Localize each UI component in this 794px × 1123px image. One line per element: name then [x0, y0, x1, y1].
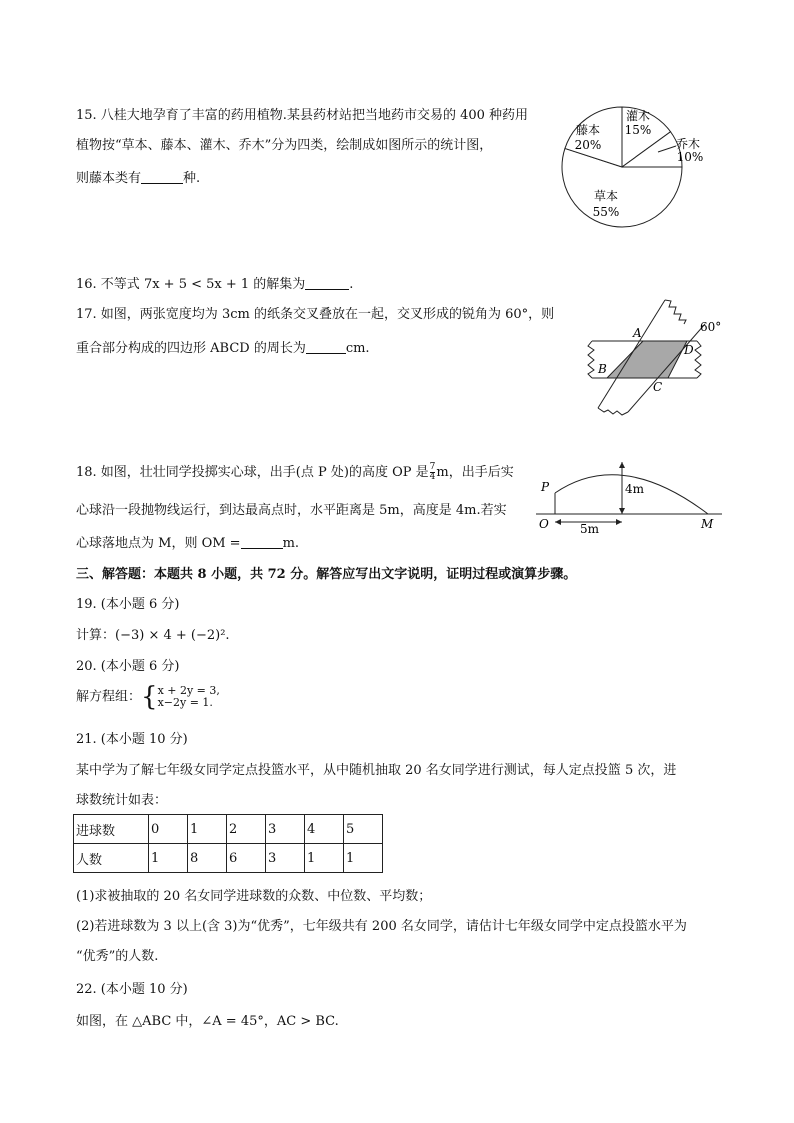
table-cell: 1 — [149, 844, 188, 873]
pie-label-value: 55% — [592, 205, 620, 219]
overlap-rhombus — [607, 341, 687, 378]
q21-title: 21. (本小题 10 分) — [76, 732, 188, 747]
score-table — [73, 814, 383, 873]
q15-line1: 15. 八桂大地孕育了丰富的药用植物.某县药材站把当地药市交易的 400 种药用 — [76, 108, 529, 123]
q16-answer-blank — [305, 275, 349, 290]
q20-prefix: 解方程组： — [76, 689, 142, 705]
q18-dist-label: 5m — [580, 522, 600, 536]
q20-eq2: x−2y = 1. — [157, 696, 213, 709]
table-cell: 0 — [149, 815, 188, 844]
q22-title: 22. (本小题 10 分) — [76, 982, 188, 997]
q19-body: 计算：(−3) × 4 + (−2)². — [76, 628, 230, 643]
q17-label-b: B — [598, 362, 607, 376]
pie-label-value: 20% — [574, 138, 602, 152]
q18-label-m: M — [701, 517, 714, 531]
table-cell: 1 — [344, 844, 383, 873]
q18-line3-post: m. — [282, 536, 300, 551]
q18-label-p: P — [541, 480, 550, 494]
q15-line3-post: 种. — [183, 171, 201, 186]
table-cell: 2 — [227, 815, 266, 844]
q18-line2: 心球沿一段抛物线运行，到达最高点时，水平距离是 5m，高度是 4m.若实 — [76, 503, 507, 518]
q21-sub2a: (2)若进球数为 3 以上(含 3)为“优秀”，七年级共有 200 名女同学，请估计七年级女同学中定点投篮水平为 — [76, 919, 687, 934]
table-cell: 4 — [305, 815, 344, 844]
table-row — [74, 815, 383, 844]
q17-figure — [580, 298, 730, 416]
q18-height-label: 4m — [625, 482, 645, 496]
q15-line2: 植物按“草本、藤本、灌木、乔木”分为四类，绘制成如图所示的统计图， — [76, 138, 493, 153]
q17-line2-pre: 重合部分构成的四边形 ABCD 的周长为 — [76, 341, 306, 356]
table-cell: 8 — [188, 844, 227, 873]
table-row — [74, 844, 383, 873]
q17-label-c: C — [653, 380, 663, 394]
q21-sub2b: “优秀”的人数. — [76, 949, 159, 964]
q16-post: . — [349, 277, 354, 292]
q15-line3-pre: 则藤本类有 — [76, 171, 142, 186]
q17-answer-blank — [306, 339, 346, 354]
q20-equations — [158, 685, 220, 709]
q21-line1: 某中学为了解七年级女同学定点投篮水平，从中随机抽取 20 名女同学进行测试，每人定点投篮 5 次，进 — [76, 763, 677, 778]
q18-label-o: O — [539, 517, 549, 531]
q18-line1-post: m，出手后实 — [436, 465, 514, 480]
q17-label-d: D — [684, 343, 694, 357]
q17-angle-label: 60° — [700, 320, 722, 334]
q21-line2: 球数统计如表： — [76, 793, 168, 808]
q16-line — [76, 273, 353, 292]
q18-line1-pre: 18. 如图，壮壮同学投掷实心球，出手(点 P 处)的高度 OP 是 — [76, 465, 429, 480]
q19-title: 19. (本小题 6 分) — [76, 597, 180, 612]
table-cell: 6 — [227, 844, 266, 873]
q18-line1 — [76, 461, 514, 482]
q17-line2-post: cm. — [345, 341, 370, 356]
table-cell: 人数 — [74, 844, 149, 873]
q17-line2 — [76, 337, 370, 356]
q16-pre: 16. 不等式 7x + 5 < 5x + 1 的解集为 — [76, 277, 306, 292]
table-cell: 1 — [305, 844, 344, 873]
section3-heading: 三、解答题：本题共 8 小题，共 72 分。解答应写出文字说明，证明过程或演算步骤。 — [76, 567, 577, 582]
pie-chart — [558, 104, 728, 234]
q17-line1: 17. 如图，两张宽度均为 3cm 的纸条交叉叠放在一起，交叉形成的锐角为 60°，则 — [76, 307, 555, 322]
q18-frac-num: 7 — [429, 462, 436, 472]
q21-sub1: (1)求被抽取的 20 名女同学进球数的众数、中位数、平均数； — [76, 889, 432, 904]
q20-system — [76, 684, 220, 710]
q18-figure — [536, 456, 726, 538]
pie-label-name: 乔木 — [675, 137, 701, 151]
q18-line3-pre: 心球落地点为 M，则 OM = — [76, 536, 241, 551]
table-cell: 进球数 — [74, 815, 149, 844]
q17-label-a: A — [633, 326, 642, 340]
q20-title: 20. (本小题 6 分) — [76, 659, 180, 674]
table-cell: 3 — [266, 815, 305, 844]
pie-label-value: 10% — [676, 150, 704, 164]
q15-line3 — [76, 167, 200, 186]
q18-answer-blank — [241, 534, 283, 549]
pie-label-name: 藤本 — [575, 123, 601, 137]
q20-eq1: x + 2y = 3, — [157, 684, 220, 697]
q20-brace: { — [141, 682, 158, 712]
pie-label-name: 灌木 — [625, 109, 651, 123]
q15-answer-blank — [141, 169, 183, 184]
table-cell: 3 — [266, 844, 305, 873]
q18-line3 — [76, 532, 299, 551]
pie-label-name: 草本 — [593, 189, 619, 203]
table-cell: 5 — [344, 815, 383, 844]
q18-frac-den: 4 — [429, 472, 436, 482]
pie-label-value: 15% — [624, 123, 652, 137]
q22-body: 如图，在 △ABC 中，∠A = 45°，AC > BC. — [76, 1014, 339, 1029]
q18-fraction — [430, 463, 436, 482]
table-cell: 1 — [188, 815, 227, 844]
